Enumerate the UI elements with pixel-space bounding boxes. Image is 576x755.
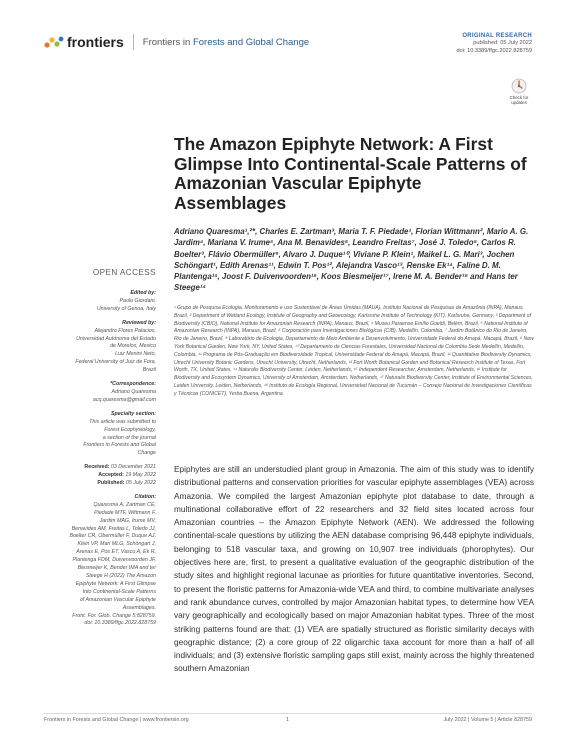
accepted-value: 19 May 2022 bbox=[125, 472, 156, 479]
check-updates-label: Check for updates bbox=[509, 95, 529, 105]
article-meta bbox=[457, 33, 532, 55]
edited-by-label: Edited by: bbox=[130, 290, 156, 296]
frontiers-logo[interactable] bbox=[44, 34, 309, 50]
citation-line: Plantenga FDM, Duivenvoorden JF, bbox=[72, 557, 156, 564]
article-info-sidebar bbox=[44, 290, 156, 628]
received-value: 03 December 2021 bbox=[110, 464, 156, 471]
footer-issue: July 2022 | Volume 5 | Article 828759 bbox=[443, 717, 532, 723]
reviewer-line: de Morelos, Mexico bbox=[110, 343, 156, 350]
journal-prefix: Frontiers in bbox=[142, 36, 191, 48]
reviewer-line: Alejandro Flores Palacios, bbox=[94, 327, 156, 334]
reviewed-by-label: Reviewed by: bbox=[122, 319, 156, 326]
citation-line: Arenas E, Pos ET, Vasco A, Ek R, bbox=[76, 549, 156, 556]
specialty-section-label: Specialty section: bbox=[110, 410, 156, 417]
citation-line: Jardim MAG, Irume MV, bbox=[99, 517, 156, 524]
published-value: 05 July 2022 bbox=[125, 480, 156, 487]
correspondence-email[interactable]: acq.quaresma@gmail.com bbox=[92, 396, 156, 403]
citation-line: Into Continental-Scale Patterns bbox=[82, 588, 156, 595]
reviewer-line: Brazil bbox=[142, 367, 156, 374]
frontiers-dots-icon bbox=[44, 35, 64, 49]
citation-line: Epiphyte Network: A First Glimpse bbox=[75, 580, 156, 587]
check-for-updates-badge[interactable] bbox=[508, 78, 530, 105]
published-date-sidebar bbox=[44, 480, 156, 488]
abstract: Epiphytes are still an understudied plant group in Amazonia. The aim of this study was to identify distributional patterns and conservation priorities for vascular epiphyte assemblages (VEA) across Amazonia. We compiled the largest Amazonian epiphyte plot database to date, through a multinational collaborative effort of 22 researchers and 32 field sites located across four Amazonian countries – the Amazon Epiphyte Network (AEN). We addressed the following continental-scale questions by utilizing the AEN database comprising 96,448 epiphyte individuals, belonging to 518 vascular taxa, and growing on 10,907 tree individuals (phorophytes). Our objectives here are, first, to present a qualitative evaluation of the geographic distribution of the study sites and highlight regional lacunae as priorities for future quantitative inventories. Second, to present the floristic patterns for Amazonia-wide VEA and third, to combine multivariate analyses and rank abundance curves, controlled by major Amazonian habitat types, to determine how VEA vary geographically and ecologically based on major Amazonian habitat types. Three of the most striking patterns found are that: (1) VEA are spatially structured as floristic similarity decays with geographic distance; (2) a core group of 22 oligarchic taxa account for more than a half of all individuals; and (3) extensive floristic sampling gaps still exist, mainly across the highly threatened southern Amazonian bbox=[174, 464, 534, 674]
citation-line: Steege H (2022) The Amazon bbox=[85, 573, 156, 579]
article-type: ORIGINAL RESEARCH bbox=[462, 33, 532, 39]
author-list: Adriano Quaresma¹,²*, Charles E. Zartman³, Maria T. F. Piedade¹, Florian Wittmann², Mario A. G. Jardim⁴, Mariana V. Irume⁵, Ana M. Benavides⁶, Leandro Freitas⁷, José J. Toledo⁸, Carlos R. Boelter³, Flávio Obermüller⁹, Alvaro J. Duque¹⁰, Viviane P. Klein¹, Maikel L. G. Mari³, Jochen Schöngart¹, Edith Arenas¹¹, Edwin T. Pos¹², Alejandra Vasco¹³, Renske Ek¹⁴, Faline D. M. Plantenga¹⁵, Joost F. Duivenvoorden¹⁶, Koos Biesmeijer¹⁷, Irene M. A. Bender¹⁸ and Hans ter Steege¹⁴ bbox=[174, 227, 529, 293]
open-access-label: OPEN ACCESS bbox=[92, 268, 156, 277]
logo-divider bbox=[133, 34, 134, 50]
published-date: published: 05 July 2022 bbox=[473, 40, 532, 47]
citation-line: Assemblages. bbox=[122, 604, 156, 611]
reviewer-line: Luiz Menini Neto, bbox=[115, 351, 156, 358]
citation-line: Biesmeijer K, Bender IMA and ter bbox=[77, 565, 156, 572]
article-title: The Amazon Epiphyte Network: A First Glimpse Into Continental-Scale Patterns of Amazonian Vascular Epiphyte Assemblages bbox=[174, 134, 527, 213]
citation-line: Klein VP, Mari MLG, Schöngart J, bbox=[77, 541, 156, 548]
citation-line: of Amazonian Vascular Epiphyte bbox=[79, 596, 156, 603]
citation-line: Boelter CR, Obermüller F, Duque AJ, bbox=[69, 533, 156, 540]
reviewer-line: Federal University of Juiz de Fora, bbox=[75, 359, 156, 366]
correspondence-name: Adriano Quaresma bbox=[111, 388, 156, 395]
journal-title: Forests and Global Change bbox=[192, 36, 310, 48]
reviewer-line: Universidad Autónoma del Estado bbox=[76, 335, 156, 342]
journal-name[interactable] bbox=[143, 37, 309, 48]
specialty-line: a section of the journal bbox=[102, 434, 156, 441]
page-number: 1 bbox=[286, 717, 289, 723]
published-label: Published: bbox=[97, 480, 125, 487]
footer-divider bbox=[44, 713, 532, 714]
specialty-line: Forest Ecophysiology, bbox=[104, 426, 156, 433]
received-label: Received: bbox=[84, 464, 110, 471]
received-date bbox=[44, 464, 156, 472]
accepted-date bbox=[44, 472, 156, 480]
citation-label: Citation: bbox=[134, 493, 156, 500]
check-updates-icon bbox=[511, 78, 527, 94]
citation-line: Quaresma A, Zartman CE, bbox=[93, 501, 156, 508]
editor-line: University of Genoa, Italy bbox=[96, 305, 156, 312]
correspondence-label: *Correspondence: bbox=[110, 381, 156, 388]
footer-journal[interactable]: Frontiers in Forests and Global Change | www.frontiersin.org bbox=[44, 717, 189, 723]
accepted-label: Accepted: bbox=[98, 472, 124, 479]
brand-name: frontiers bbox=[67, 34, 124, 50]
citation-line: doi: 10.3389/ffgc.2022.828759 bbox=[84, 620, 156, 627]
specialty-line: Change bbox=[137, 450, 156, 457]
specialty-line: Frontiers in Forests and Global bbox=[83, 442, 156, 449]
affiliations: ¹ Grupo de Pesquisa Ecologia, Monitoramento e uso Sustentável de Áreas Úmidas (MAUA), Instituto Nacional de Pesquisas da Amazônia (INPA), Manaus, Brazil, ² Department of Wetland Ecology, Institute of Geography and Geoecology, Karlsruhe Institute of Technology (KIT), Karlsruhe, Germany, ³ Department of Biodiversity (CBIO), National Institute for Amazonian Research (INPA), Manaus, Brazil, ⁴ Museu Paraense Emílio Goeldi, Belém, Brazil, ⁵ National Institute of Amazonian Research (INPA), Manaus, Brazil, ⁶ Corporación para Investigaciones Biológicas (CIB), Medellín, Colombia, ⁷ Jardim Botânico do Rio de Janeiro, Rio de Janeiro, Brazil, ⁸ Laboratório de Ecologia, Departamento de Meio Ambiente e Desenvolvimento, Universidade Federal do Amapá, Macapá, Brazil, ⁹ New York Botanical Garden, New York, NY, United States, ¹⁰ Departamento de Ciencias Forestales, Universidad Nacional de Colombia Sede Medellín, Medellín, Colombia, ¹¹ Programa de Pós-Graduação em Biodiversidade Tropical, Universidade Federal do Amapá, Macapá, Brazil, ¹² Quantitative Biodiversity Dynamics, Utrecht University Botanic Gardens, Utrecht University, Utrecht, Netherlands, ¹³ Fort Worth Botanical Garden and Botanical Research Institute of Texas, Fort Worth, TX, United States, ¹⁴ Naturalis Biodiversity Center, Leiden, Netherlands, ¹⁵ Independent Researcher, Amsterdam, Netherlands, ¹⁶ Institute for Biodiversity and Ecosystem Dynamics, University of Amsterdam, Amsterdam, Netherlands, ¹⁷ Naturalis Biodiversity Center, Institute of Environmental Sciences, Leiden University, Leiden, Netherlands, ¹⁸ Instituto de Ecología Regional, Universidad Nacional de Tucumán – Consejo Nacional de Investigaciones Científicas y Técnicas (CONICET), Yerba Buena, Argentina bbox=[174, 305, 534, 397]
citation-line: Piedade MTF, Wittmann F, bbox=[94, 509, 156, 516]
specialty-line: This article was submitted to bbox=[89, 418, 156, 425]
citation-line: Benavides AM, Freitas L, Toledo JJ, bbox=[71, 525, 156, 532]
citation-line: Front. For. Glob. Change 5:828759. bbox=[72, 612, 156, 619]
article-doi[interactable]: doi: 10.3389/ffgc.2022.828759 bbox=[456, 47, 532, 54]
editor-line: Paolo Giordani, bbox=[119, 297, 156, 304]
